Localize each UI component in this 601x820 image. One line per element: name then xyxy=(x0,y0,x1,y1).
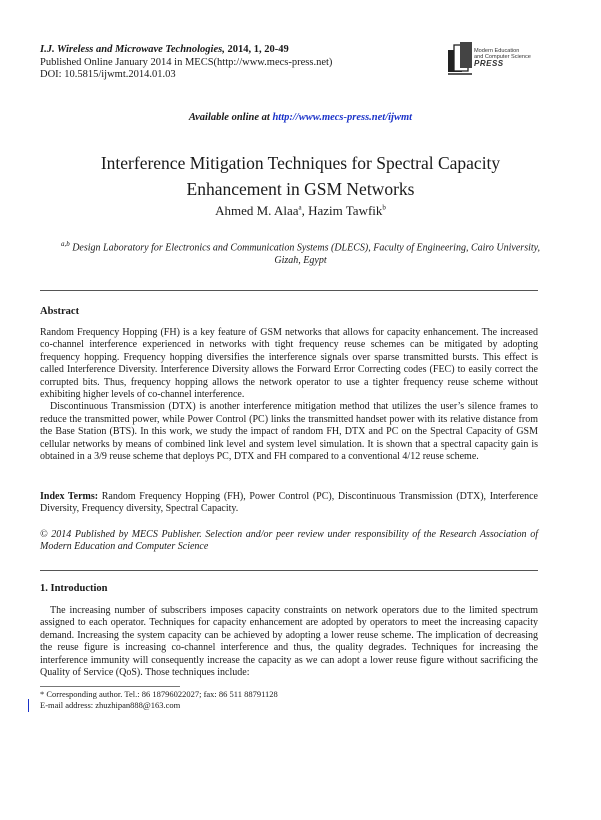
author-list: Ahmed M. Alaa$^a$, Hazim Tawfik$^b$ xyxy=(215,203,386,218)
journal-volume: 2014, 1, 20-49 xyxy=(227,44,289,55)
copyright-notice: © 2014 Published by MECS Publisher. Selection and/or peer review under responsibility of the Research Association of Modern Education and Computer Science xyxy=(40,529,538,553)
index-terms-label: Index Terms: xyxy=(40,491,99,502)
abstract-paragraph: Discontinuous Transmission (DTX) is another interference mitigation method that utilizes the user’s silence frames to reduce the transmitted power, while Power Control (PC) links the transmitted handset power with its relative distance from the Base Station (BTS). In this work, we study the impact of random FH, DTX and PC on the Spectral Capacity of GSM cellular networks by means of combined link level and system level simulation. It is shown that a spectral capacity gain is obtained in a 3/9 reuse scheme that deploys PC, DTX and FH compared to a conventional 4/12 reuse scheme. xyxy=(40,401,538,463)
abstract-paragraph: Random Frequency Hopping (FH) is a key feature of GSM networks that allows for capacity enhancement. The increased co-channel interference experienced in networks with tight frequency reuse schemes can be mitigated by adopting frequency hopping. Frequency hopping diversifies the interference signals over sparse transmitted bursts. This effect is called Interference Diversity. Interference Diversity allows the Forward Error Correcting codes (FEC) to easily correct the corrupted bits. Thus, frequency hopping allows the network operator to use a tighter frequency reuse scheme without exhibiting higher levels of co-channel interference. xyxy=(40,327,538,401)
paper-title: Interference Mitigation Techniques for Spectral Capacity Enhancement in GSM Networks xyxy=(100,153,501,199)
published-line: Published Online January 2014 in MECS(http://www.mecs-press.net) xyxy=(40,56,333,68)
introduction-heading: 1. Introduction xyxy=(40,583,108,594)
divider xyxy=(40,570,538,571)
email-line: E-mail address: zhuzhipan888@163.com xyxy=(40,699,181,710)
doi-line: DOI: 10.5815/ijwmt.2014.01.03 xyxy=(40,69,176,80)
footnote-divider xyxy=(40,686,180,687)
journal-name: I.J. Wireless and Microwave Technologies, xyxy=(40,44,225,55)
affiliation: $^{a,b}$ Design Laboratory for Electronics and Communication Systems (DLECS), Faculty of Engineering, Cairo University, Gizah, Egypt xyxy=(60,240,541,266)
availability-line: Available online at http://www.mecs-press.net/ijwmt xyxy=(188,112,413,123)
publisher-logo-text: Modern Education and Computer Science PRESS xyxy=(474,48,531,68)
divider xyxy=(40,290,538,291)
journal-header xyxy=(40,44,332,82)
introduction-body xyxy=(40,605,538,679)
introduction-paragraph: The increasing number of subscribers imposes capacity constraints on network operators due to the limited spectrum assigned to each operator. Techniques for capacity enhancement are adopted by operators to meet the increasing capacity demand. Increasing the system capacity can be achieved by adopting a lower reuse scheme. The implication of decreasing the reuse figure is increasing co-channel interference and thus, the quality degrades. Techniques for increasing the interference immunity will consequently increase the capacity as we can adopt a lower reuse figure without sacrificing the Quality of Service (QoS). Those techniques include: xyxy=(40,605,538,679)
author-name: Ahmed M. Alaa xyxy=(215,203,299,218)
corresponding-author-line: * Corresponding author. Tel.: 86 18796022027; fax: 86 511 88791128 xyxy=(40,689,278,699)
journal-url-link[interactable]: http://www.mecs-press.net/ijwmt xyxy=(272,112,413,123)
margin-marker xyxy=(28,699,29,712)
publisher-logo xyxy=(446,40,556,84)
book-icon xyxy=(446,40,476,80)
abstract-body xyxy=(40,327,538,463)
index-terms: Index Terms: Random Frequency Hopping (FH), Power Control (PC), Discontinuous Transmission (DTX), Interference Diversity, Frequency diversity, Spectral Capacity. xyxy=(40,491,538,515)
abstract-heading: Abstract xyxy=(40,306,80,317)
footnote xyxy=(40,689,278,710)
author-name: Hazim Tawfik xyxy=(308,203,383,218)
